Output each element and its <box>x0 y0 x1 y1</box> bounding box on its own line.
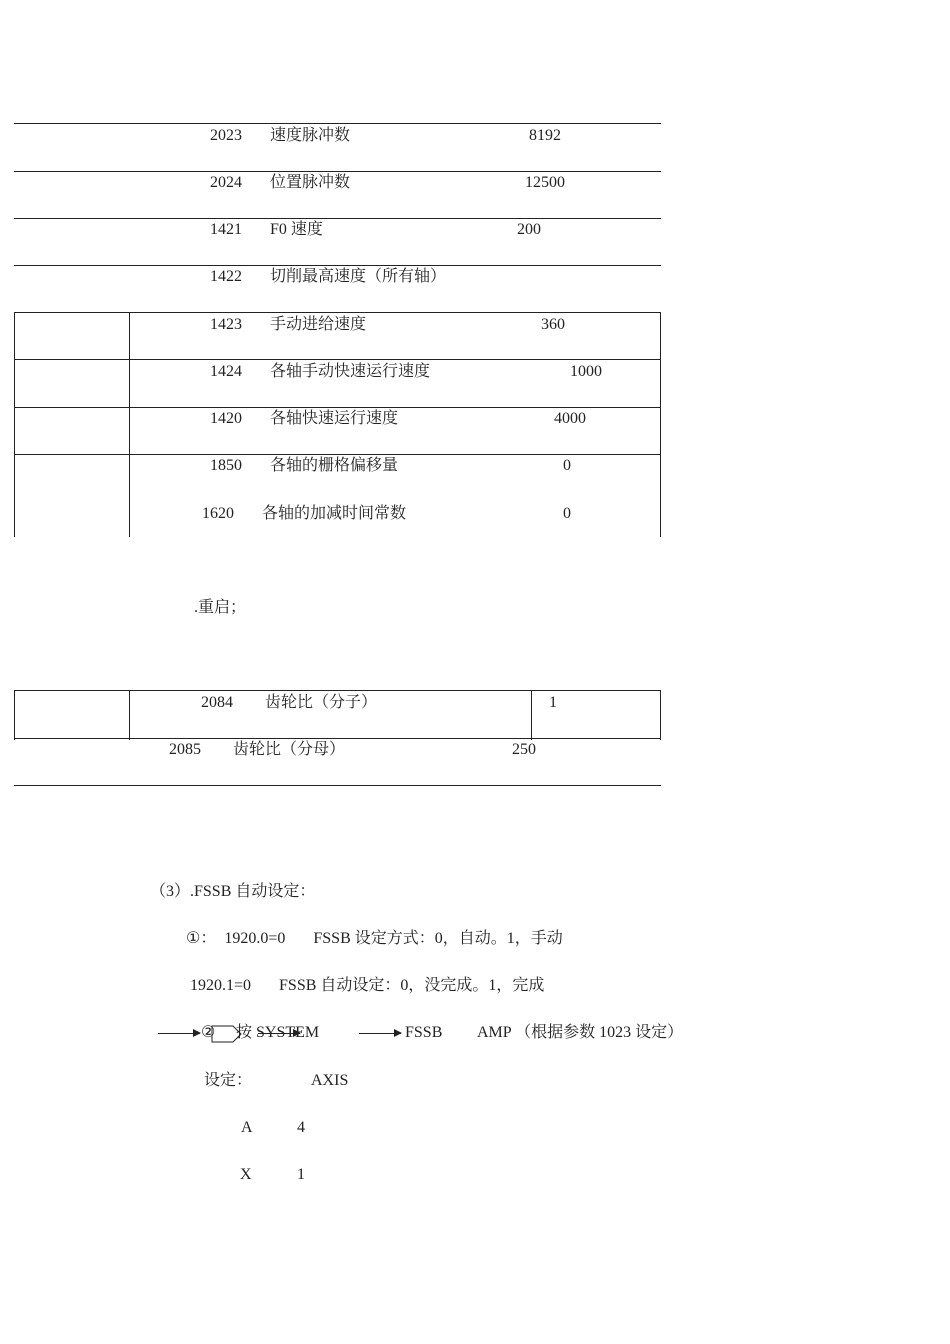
param-value: 0 <box>563 457 571 474</box>
step-amp: AMP （根据参数 1023 设定） <box>477 1024 684 1041</box>
param-value: 8192 <box>529 127 561 144</box>
arrow-icon <box>258 1033 300 1034</box>
param-name: 手动进给速度 <box>270 316 367 333</box>
param-name: 切削最高速度（所有轴） <box>270 268 447 285</box>
step-fssb: FSSB <box>405 1024 443 1041</box>
table-border <box>14 312 15 537</box>
restart-note: .重启； <box>194 599 247 616</box>
table-rule <box>14 785 661 786</box>
param-code: 1422 <box>210 268 242 285</box>
arrow-icon <box>359 1033 401 1034</box>
fssb-auto-line: 1920.1=0 FSSB 自动设定：0，没完成。1，完成 <box>190 977 545 994</box>
step-press-system: 按 SYSTEM <box>236 1024 320 1041</box>
table-border <box>660 312 661 537</box>
param-code: 2084 <box>201 694 233 711</box>
table-rule <box>14 690 661 691</box>
param-code: 1850 <box>210 457 242 474</box>
table-border <box>129 690 130 740</box>
param-name: 齿轮比（分子） <box>265 694 378 711</box>
setting-label: 设定： <box>204 1072 253 1089</box>
param-value: 0 <box>563 505 571 522</box>
table-rule <box>14 359 661 360</box>
param-name: F0 速度 <box>270 221 323 238</box>
param-name: 齿轮比（分母） <box>233 741 346 758</box>
table-rule <box>14 738 661 739</box>
param-value: 1000 <box>570 363 602 380</box>
fssb-mode-line: ①： 1920.0=0 FSSB 设定方式：0，自动。1，手动 <box>186 930 563 947</box>
table-border <box>531 690 532 740</box>
param-value: 360 <box>541 316 565 333</box>
param-value: 200 <box>517 221 541 238</box>
param-code: 1420 <box>210 410 242 427</box>
param-name: 速度脉冲数 <box>270 127 351 144</box>
param-value: 12500 <box>525 174 565 191</box>
param-value: 250 <box>512 741 536 758</box>
axis-name: A <box>241 1119 253 1136</box>
param-code: 1421 <box>210 221 242 238</box>
axis-header: AXIS <box>311 1072 349 1089</box>
param-name: 各轴的加减时间常数 <box>262 505 407 522</box>
param-value: 1 <box>549 694 557 711</box>
table-rule <box>14 407 661 408</box>
table-border <box>660 690 661 740</box>
param-name: 位置脉冲数 <box>270 174 351 191</box>
table-rule <box>14 123 661 124</box>
param-code: 1424 <box>210 363 242 380</box>
axis-value: 4 <box>297 1119 305 1136</box>
section-heading: （3）.FSSB 自动设定： <box>150 883 316 900</box>
param-code: 1423 <box>210 316 242 333</box>
param-code: 2024 <box>210 174 242 191</box>
param-name: 各轴的栅格偏移量 <box>270 457 399 474</box>
step-marker: ② <box>201 1024 216 1041</box>
axis-value: 1 <box>297 1166 305 1183</box>
arrow-icon <box>158 1033 200 1034</box>
param-code: 2085 <box>169 741 201 758</box>
table-rule <box>14 454 661 455</box>
table-border <box>14 690 15 740</box>
param-code: 2023 <box>210 127 242 144</box>
axis-name: X <box>240 1166 252 1183</box>
param-code: 1620 <box>202 505 234 522</box>
table-border <box>129 312 130 537</box>
table-rule <box>14 171 661 172</box>
table-rule <box>14 265 661 266</box>
table-rule <box>14 218 661 219</box>
param-name: 各轴快速运行速度 <box>270 410 399 427</box>
param-value: 4000 <box>554 410 586 427</box>
table-rule <box>14 312 661 313</box>
param-name: 各轴手动快速运行速度 <box>270 363 431 380</box>
